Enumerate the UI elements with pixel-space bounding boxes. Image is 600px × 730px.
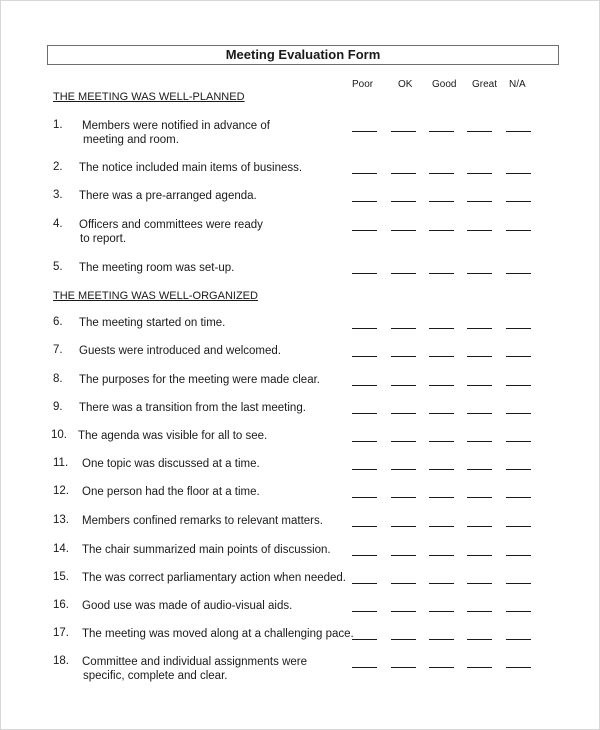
question-text: There was a pre-arranged agenda. — [79, 190, 257, 202]
question-text: Committee and individual assignments were — [82, 656, 307, 668]
rating-blank-good[interactable] — [429, 639, 454, 640]
question-number: 18. — [53, 655, 69, 667]
rating-blank-poor[interactable] — [352, 230, 377, 231]
question-text: to report. — [80, 233, 127, 245]
rating-blank-good[interactable] — [429, 497, 454, 498]
question-number: 14. — [53, 543, 69, 555]
rating-blank-poor[interactable] — [352, 497, 377, 498]
rating-blank-ok[interactable] — [391, 441, 416, 442]
rating-blank-great[interactable] — [467, 385, 492, 386]
rating-blank-poor[interactable] — [352, 328, 377, 329]
question-text: Officers and committees were ready — [79, 219, 263, 231]
rating-blank-great[interactable] — [467, 356, 492, 357]
rating-blank-great[interactable] — [467, 639, 492, 640]
rating-blank-good[interactable] — [429, 230, 454, 231]
question-number: 13. — [53, 514, 69, 526]
question-text: meeting and room. — [83, 134, 179, 146]
rating-blank-good[interactable] — [429, 356, 454, 357]
question-number: 15. — [53, 571, 69, 583]
rating-blank-poor[interactable] — [352, 413, 377, 414]
rating-blank-good[interactable] — [429, 413, 454, 414]
rating-header-ok: OK — [398, 79, 413, 90]
question-number: 7. — [53, 344, 63, 356]
rating-blank-ok[interactable] — [391, 526, 416, 527]
rating-blank-ok[interactable] — [391, 356, 416, 357]
rating-blank-great[interactable] — [467, 173, 492, 174]
question-text: specific, complete and clear. — [83, 670, 228, 682]
rating-blank-poor[interactable] — [352, 526, 377, 527]
question-text: There was a transition from the last meeting. — [79, 402, 306, 414]
rating-blank-na[interactable] — [506, 173, 531, 174]
question-number: 16. — [53, 599, 69, 611]
rating-blank-na[interactable] — [506, 356, 531, 357]
question-text: The notice included main items of business. — [79, 162, 303, 174]
rating-blank-great[interactable] — [467, 526, 492, 527]
rating-blank-na[interactable] — [506, 639, 531, 640]
rating-blank-great[interactable] — [467, 131, 492, 132]
rating-blank-poor[interactable] — [352, 639, 377, 640]
section-heading-planned: THE MEETING WAS WELL-PLANNED — [53, 91, 245, 103]
rating-blank-good[interactable] — [429, 555, 454, 556]
rating-blank-poor[interactable] — [352, 469, 377, 470]
rating-blank-na[interactable] — [506, 469, 531, 470]
rating-blank-good[interactable] — [429, 201, 454, 202]
rating-blank-poor[interactable] — [352, 441, 377, 442]
question-number: 8. — [53, 373, 63, 385]
rating-blank-na[interactable] — [506, 201, 531, 202]
question-text: The purposes for the meeting were made clear. — [79, 374, 320, 386]
question-number: 10. — [51, 429, 67, 441]
rating-blank-great[interactable] — [467, 555, 492, 556]
rating-blank-na[interactable] — [506, 555, 531, 556]
rating-blank-great[interactable] — [467, 611, 492, 612]
question-text: One person had the floor at a time. — [82, 486, 260, 498]
rating-blank-na[interactable] — [506, 667, 531, 668]
rating-blank-good[interactable] — [429, 131, 454, 132]
rating-blank-great[interactable] — [467, 667, 492, 668]
question-text: The was correct parliamentary action when needed. — [82, 572, 347, 584]
rating-blank-great[interactable] — [467, 328, 492, 329]
question-number: 9. — [53, 401, 63, 413]
question-number: 12. — [53, 485, 69, 497]
rating-blank-poor[interactable] — [352, 667, 377, 668]
question-text: The agenda was visible for all to see. — [78, 430, 268, 442]
question-text: The meeting started on time. — [79, 317, 226, 329]
question-number: 17. — [53, 627, 69, 639]
rating-blank-great[interactable] — [467, 273, 492, 274]
rating-blank-good[interactable] — [429, 273, 454, 274]
rating-blank-ok[interactable] — [391, 497, 416, 498]
question-text: Members were notified in advance of — [82, 120, 270, 132]
rating-blank-poor[interactable] — [352, 131, 377, 132]
question-text: The chair summarized main points of discussion. — [82, 544, 331, 556]
rating-blank-ok[interactable] — [391, 273, 416, 274]
question-number: 5. — [53, 261, 63, 273]
rating-blank-good[interactable] — [429, 526, 454, 527]
rating-blank-good[interactable] — [429, 385, 454, 386]
rating-blank-poor[interactable] — [352, 583, 377, 584]
rating-header-poor: Poor — [352, 79, 374, 90]
rating-blank-ok[interactable] — [391, 385, 416, 386]
question-text: One topic was discussed at a time. — [82, 458, 260, 470]
rating-blank-great[interactable] — [467, 469, 492, 470]
question-number: 11. — [53, 457, 69, 469]
question-text: Guests were introduced and welcomed. — [79, 345, 281, 357]
rating-blank-ok[interactable] — [391, 469, 416, 470]
rating-blank-ok[interactable] — [391, 328, 416, 329]
rating-blank-poor[interactable] — [352, 555, 377, 556]
rating-blank-na[interactable] — [506, 413, 531, 414]
rating-blank-ok[interactable] — [391, 173, 416, 174]
rating-blank-ok[interactable] — [391, 639, 416, 640]
rating-header-good: Good — [432, 79, 457, 90]
form-title: Meeting Evaluation Form — [47, 45, 559, 65]
rating-blank-great[interactable] — [467, 583, 492, 584]
rating-blank-ok[interactable] — [391, 555, 416, 556]
rating-blank-good[interactable] — [429, 173, 454, 174]
rating-blank-na[interactable] — [506, 385, 531, 386]
rating-blank-poor[interactable] — [352, 273, 377, 274]
rating-blank-poor[interactable] — [352, 611, 377, 612]
rating-blank-ok[interactable] — [391, 230, 416, 231]
question-number: 3. — [53, 189, 63, 201]
question-text: Members confined remarks to relevant matters. — [82, 515, 323, 527]
rating-blank-ok[interactable] — [391, 131, 416, 132]
rating-blank-great[interactable] — [467, 497, 492, 498]
rating-blank-poor[interactable] — [352, 173, 377, 174]
section-heading-organized: THE MEETING WAS WELL-ORGANIZED — [53, 290, 258, 302]
rating-blank-good[interactable] — [429, 441, 454, 442]
rating-header-na: N/A — [509, 79, 526, 90]
rating-blank-na[interactable] — [506, 441, 531, 442]
rating-blank-great[interactable] — [467, 413, 492, 414]
rating-blank-good[interactable] — [429, 469, 454, 470]
rating-blank-na[interactable] — [506, 328, 531, 329]
rating-blank-na[interactable] — [506, 526, 531, 527]
rating-header-great: Great — [472, 79, 498, 90]
rating-blank-good[interactable] — [429, 667, 454, 668]
rating-blank-good[interactable] — [429, 583, 454, 584]
rating-blank-ok[interactable] — [391, 667, 416, 668]
rating-blank-great[interactable] — [467, 201, 492, 202]
question-text: Good use was made of audio-visual aids. — [82, 600, 293, 612]
question-number: 6. — [53, 316, 63, 328]
rating-blank-na[interactable] — [506, 273, 531, 274]
rating-blank-na[interactable] — [506, 583, 531, 584]
rating-blank-na[interactable] — [506, 131, 531, 132]
rating-blank-poor[interactable] — [352, 356, 377, 357]
rating-blank-poor[interactable] — [352, 201, 377, 202]
rating-blank-ok[interactable] — [391, 583, 416, 584]
question-number: 4. — [53, 218, 63, 230]
rating-blank-na[interactable] — [506, 611, 531, 612]
question-text: The meeting room was set-up. — [79, 262, 235, 274]
rating-blank-great[interactable] — [467, 441, 492, 442]
question-text: The meeting was moved along at a challenging pace. — [82, 628, 354, 640]
rating-blank-ok[interactable] — [391, 611, 416, 612]
question-number: 1. — [53, 119, 63, 131]
question-number: 2. — [53, 161, 63, 173]
rating-blank-poor[interactable] — [352, 385, 377, 386]
rating-blank-good[interactable] — [429, 328, 454, 329]
rating-blank-na[interactable] — [506, 230, 531, 231]
rating-blank-na[interactable] — [506, 497, 531, 498]
rating-blank-ok[interactable] — [391, 413, 416, 414]
rating-blank-ok[interactable] — [391, 201, 416, 202]
rating-blank-great[interactable] — [467, 230, 492, 231]
rating-blank-good[interactable] — [429, 611, 454, 612]
